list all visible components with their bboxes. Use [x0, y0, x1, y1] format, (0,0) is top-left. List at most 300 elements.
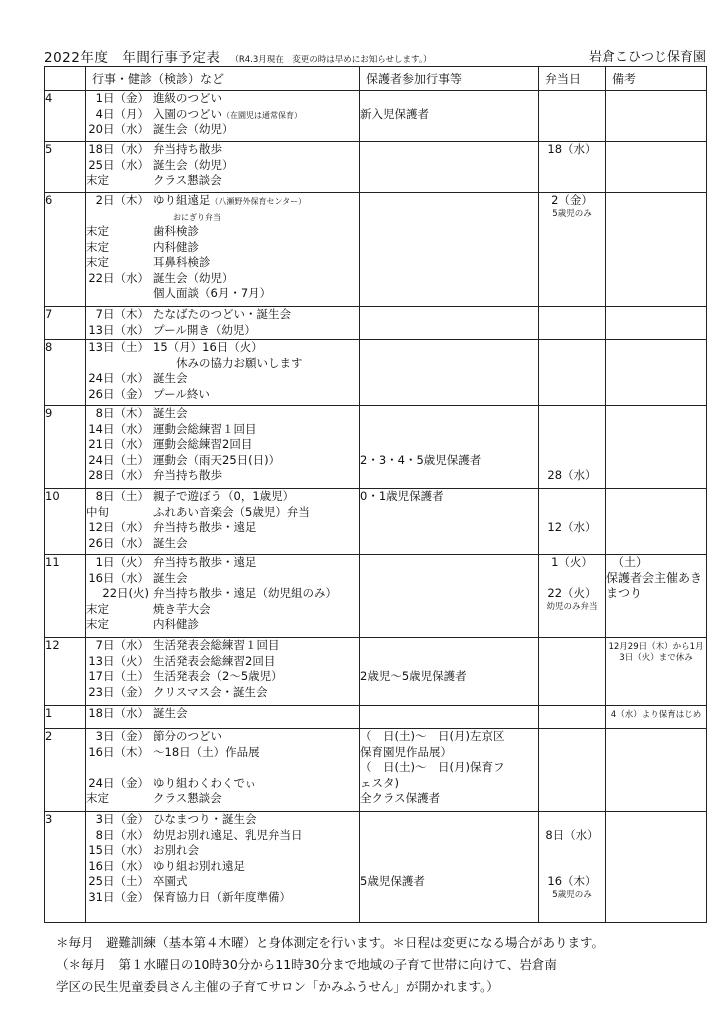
parent-events-cell: [360, 142, 539, 193]
notes-cell: [606, 340, 707, 406]
event-date: 22日(火): [102, 586, 149, 600]
event-small-note: （八瀬野外保育センター）: [210, 197, 307, 206]
event-text: [149, 240, 199, 256]
event-title: プール終い: [153, 386, 210, 401]
event-text: [149, 209, 221, 225]
event-title: 弁当持ち散歩・遠足: [153, 555, 257, 569]
month-row: [45, 489, 707, 555]
col-header-parent: 保護者参加行事等: [360, 67, 539, 91]
bento-date: 18（水）: [547, 142, 597, 156]
col-header-notes: 備考: [606, 67, 707, 91]
event-text: [149, 536, 188, 552]
event-line: [86, 468, 359, 484]
event-line: [86, 340, 359, 356]
event-title: 休みの協力お願いします: [153, 355, 303, 370]
parent-events-cell: [360, 340, 539, 406]
event-line: [86, 255, 359, 271]
events-cell: [86, 638, 360, 706]
month-row: [45, 406, 707, 489]
event-text: [149, 571, 188, 587]
bento-date: [539, 859, 605, 875]
parent-event-line: 新入児保護者: [360, 106, 429, 121]
event-title: 焼き芋大会: [153, 601, 211, 616]
event-date: 12日（水）: [88, 520, 149, 534]
event-date: 28日（水）: [88, 468, 149, 482]
event-title: 誕生会: [153, 371, 188, 385]
event-line: [86, 729, 359, 745]
event-date: 1日（火）: [95, 555, 149, 569]
month-label: 3: [45, 812, 86, 923]
parent-event-line: ェスタ): [360, 775, 399, 790]
parent-event-line: [360, 437, 538, 453]
event-date: 16日（水）: [88, 858, 149, 873]
parent-event-line: [360, 638, 538, 654]
events-cell: [86, 193, 360, 307]
event-title: 誕生会（幼児）: [153, 122, 234, 136]
event-date: 18日（水）: [88, 142, 149, 156]
event-line: [86, 859, 359, 875]
month-label: 5: [45, 142, 86, 193]
event-title: お別れ会: [153, 843, 199, 857]
event-line: [86, 158, 359, 174]
notes-cell: [606, 193, 707, 307]
event-date: 24日（水）: [88, 371, 149, 385]
event-text: [149, 255, 211, 271]
parent-events-cell: [360, 489, 539, 555]
month-row: [45, 193, 707, 307]
event-text: [149, 468, 222, 484]
event-line: [86, 453, 359, 469]
event-text: [149, 555, 257, 571]
bento-date: [539, 505, 605, 521]
bento-cell: [539, 555, 606, 638]
events-cell: [86, 91, 360, 142]
event-date: [86, 356, 149, 372]
bento-cell: [539, 812, 606, 923]
bento-cell: [539, 406, 606, 489]
bento-date: [539, 571, 605, 587]
parent-event-line: [360, 91, 538, 107]
bento-date: [539, 422, 605, 438]
bento-date: [539, 453, 605, 469]
event-line: [86, 812, 359, 828]
event-line: [86, 371, 359, 387]
event-line: [86, 224, 359, 240]
event-title: たなばたのつどい・誕生会: [153, 307, 291, 321]
note-small: 4（水）より保育はじめ: [610, 710, 702, 720]
event-date: 末定: [86, 224, 109, 238]
event-text: [149, 890, 291, 906]
bento-date: 8日（水）: [545, 827, 599, 842]
event-title: 進級のつどい: [153, 91, 222, 105]
event-line: [86, 437, 359, 453]
parent-event-line: 保育園児作品展）: [360, 744, 452, 759]
event-line: [86, 387, 359, 403]
event-text: [149, 760, 153, 776]
events-cell: [86, 555, 360, 638]
organization-name: 岩倉こひつじ保育園: [588, 50, 706, 65]
col-header-month: [45, 67, 86, 91]
parent-events-cell: [360, 307, 539, 340]
note-small: 12月29日（木）から1月3日（火）まで休み: [608, 642, 704, 663]
event-line: [86, 776, 359, 792]
event-text: [149, 356, 303, 372]
event-line: [86, 890, 359, 906]
month-label: 12: [45, 638, 86, 706]
event-text: [149, 586, 337, 602]
month-row: [45, 729, 707, 812]
notes-cell: [606, 307, 707, 340]
event-date: [86, 760, 149, 776]
month-label: 10: [45, 489, 86, 555]
event-text: [149, 323, 256, 339]
event-text: [149, 489, 294, 505]
event-date: 4日（月）: [95, 106, 149, 121]
page-title: [44, 46, 432, 66]
event-title: ゆり組わくわくでぃ: [153, 775, 257, 790]
month-label: 7: [45, 307, 86, 340]
event-line: [86, 685, 359, 701]
month-row: [45, 91, 707, 142]
event-date: 3日（金）: [95, 812, 149, 826]
bento-cell: [539, 729, 606, 812]
event-text: [149, 669, 283, 685]
event-title: 誕生会: [153, 535, 188, 550]
event-title: クリスマス会・誕生会: [153, 684, 268, 699]
event-date: 末定: [86, 601, 109, 616]
event-title: 誕生会: [153, 406, 188, 420]
event-title: 生活発表会総練習2回目: [153, 653, 276, 668]
event-title: 保育協力日（新年度準備）: [153, 889, 291, 904]
event-date: 末定: [86, 791, 109, 805]
page-header: [44, 46, 706, 66]
event-line: [86, 406, 359, 422]
event-line: [86, 586, 359, 602]
event-text: [149, 706, 188, 722]
event-title: 生活発表会（2～5歳児）: [153, 669, 283, 683]
event-date: 8日（土）: [95, 489, 149, 503]
bento-date: [539, 812, 605, 828]
event-line: [86, 617, 359, 633]
event-text: [149, 422, 257, 438]
bento-note: 5歳児のみ: [552, 889, 592, 900]
notes-cell: [606, 555, 707, 638]
notes-cell: [606, 812, 707, 923]
event-text: [149, 193, 306, 209]
event-date: 7日（木）: [95, 307, 149, 321]
parent-event-line: [360, 422, 538, 438]
event-title: 弁当持ち散歩: [153, 468, 222, 482]
event-date: 末定: [86, 173, 109, 187]
event-text: [149, 371, 188, 387]
event-title: 運動会総練習１回目: [153, 421, 257, 436]
event-line: [86, 638, 359, 654]
event-line: [86, 555, 359, 571]
event-title: 運動会総練習2回目: [153, 437, 253, 451]
event-date: [86, 286, 149, 302]
bento-note: 幼児のみ弁当: [546, 601, 598, 612]
event-line: [86, 760, 359, 776]
event-text: [149, 286, 271, 302]
event-text: [149, 224, 199, 240]
event-date: 16日（水）: [88, 570, 149, 585]
parent-event-line: 2・3・4・5歳児保護者: [360, 452, 482, 467]
event-text: [149, 654, 275, 670]
footer-line-1: ＊毎月 避難訓練（基本第４木曜）と身体測定を行います。＊日程は変更になる場合があります。: [56, 935, 605, 950]
event-line: [86, 745, 359, 761]
event-title: ゆり組遠足: [153, 193, 211, 207]
title-note: （R4.3月現在 変更の時は早めにお知らせします。）: [230, 55, 432, 65]
event-title: クラス懇談会: [153, 791, 222, 805]
event-date: 31日（金）: [88, 889, 149, 904]
event-text: [149, 638, 280, 654]
event-date: [86, 209, 149, 225]
event-text: [149, 828, 303, 844]
event-line: [86, 193, 359, 209]
footer-notes: [56, 932, 716, 998]
event-line: [86, 571, 359, 587]
events-cell: [86, 406, 360, 489]
event-text: [149, 685, 268, 701]
parent-events-cell: [360, 729, 539, 812]
event-title: 誕生会: [153, 706, 188, 720]
parent-events-cell: [360, 555, 539, 638]
event-date: 18日（水）: [88, 706, 149, 720]
bento-cell: [539, 193, 606, 307]
event-line: [86, 874, 359, 890]
bento-date: 12（水）: [547, 520, 597, 534]
month-label: 11: [45, 555, 86, 638]
event-line: [86, 209, 359, 225]
notes-cell: [606, 91, 707, 142]
parent-events-cell: [360, 406, 539, 489]
parent-event-line: [360, 654, 538, 670]
notes-cell: [606, 142, 707, 193]
event-line: [86, 520, 359, 536]
event-text: [149, 776, 256, 792]
month-label: 6: [45, 193, 86, 307]
event-line: [86, 307, 359, 323]
parent-event-line: （ 日(土)～ 日(月)左京区: [360, 729, 505, 743]
event-line: [86, 828, 359, 844]
event-line: [86, 536, 359, 552]
event-title: ゆり組お別れ遠足: [153, 858, 245, 873]
event-line: [86, 91, 359, 107]
footer-line-2: （＊毎月 第１水曜日の10時30分から11時30分まで地域の子育て世帯に向けて、岩倉南: [56, 957, 557, 972]
event-text: [149, 158, 234, 174]
event-date: 13日（土）: [88, 340, 149, 354]
event-title: 内科健診: [153, 239, 199, 254]
event-title: クラス懇談会: [153, 173, 222, 187]
parent-events-cell: [360, 638, 539, 706]
event-date: 2日（木）: [95, 193, 149, 207]
schedule-table: [44, 66, 707, 923]
event-date: 24日（金）: [88, 775, 149, 790]
event-date: 24日（土）: [88, 452, 149, 467]
event-date: 26日（水）: [88, 535, 149, 550]
parent-event-line: 2歳児～5歳児保護者: [360, 669, 467, 683]
event-line: [86, 843, 359, 859]
month-label: 1: [45, 706, 86, 729]
event-title: ひなまつり・誕生会: [153, 812, 257, 826]
event-line: [86, 791, 359, 807]
parent-event-line: [360, 812, 538, 828]
parent-event-line: [360, 828, 538, 844]
event-text: [149, 107, 302, 123]
notes-cell: [606, 406, 707, 489]
notes-cell: [606, 706, 707, 729]
event-title: 弁当持ち散歩: [153, 142, 222, 156]
event-text: [149, 340, 263, 356]
event-date: 20日（水）: [88, 122, 149, 136]
event-line: [86, 654, 359, 670]
event-line: [86, 323, 359, 339]
title-text: 2022年度 年間行事予定表: [44, 50, 221, 66]
parent-event-line: [360, 406, 538, 422]
event-title: プール開き（幼児）: [153, 322, 256, 337]
event-text: [149, 437, 252, 453]
event-date: 26日（金）: [88, 386, 149, 401]
event-line: [86, 356, 359, 372]
table-header-row: [45, 67, 707, 91]
event-date: 17日（土）: [88, 669, 149, 683]
event-date: 1日（金）: [95, 91, 149, 105]
parent-events-cell: [360, 812, 539, 923]
col-header-bento: 弁当日: [539, 67, 606, 91]
event-date: 23日（金）: [88, 684, 149, 699]
event-text: [149, 812, 257, 828]
event-text: [149, 307, 291, 323]
event-date: 15日（水）: [88, 843, 149, 857]
bento-cell: [539, 706, 606, 729]
bento-date: 2（金）: [551, 193, 593, 207]
parent-events-cell: [360, 91, 539, 142]
bento-date: [539, 406, 605, 422]
bento-cell: [539, 489, 606, 555]
event-line: [86, 602, 359, 618]
event-title: 15（月）16日（火）: [153, 340, 263, 354]
events-cell: [86, 142, 360, 193]
event-text: [149, 745, 260, 761]
event-title: 内科健診: [153, 617, 199, 631]
parent-event-line: [360, 843, 538, 859]
event-line: [86, 271, 359, 287]
month-label: 9: [45, 406, 86, 489]
event-line: [86, 142, 359, 158]
month-row: [45, 142, 707, 193]
event-text: [149, 859, 245, 875]
event-title: 入園のつどい: [153, 106, 222, 121]
event-small-note: （在園児は通常保育）: [222, 110, 302, 120]
event-title: 卒園式: [153, 874, 188, 888]
event-line: [86, 706, 359, 722]
footer-line-3: 学区の民生児童委員さん主催の子育てサロン「かみふうせん」が開かれます。）: [56, 979, 499, 994]
event-date: 末定: [86, 239, 109, 254]
events-cell: [86, 340, 360, 406]
parent-event-line: 5歳児保護者: [360, 874, 425, 888]
notes-cell: [606, 489, 707, 555]
bento-date: 22（火）: [547, 586, 597, 600]
event-line: [86, 286, 359, 302]
event-text: [149, 791, 222, 807]
event-date: 22日（水）: [88, 270, 149, 285]
bento-date: [539, 437, 605, 453]
event-title: 幼児お別れ遠足、乳児弁当日: [153, 827, 303, 842]
month-row: [45, 812, 707, 923]
event-date: 16日（木）: [88, 744, 149, 759]
event-date: 7日（水）: [95, 638, 149, 652]
parent-event-line: [360, 859, 538, 875]
event-line: [86, 489, 359, 505]
event-line: [86, 422, 359, 438]
events-cell: [86, 812, 360, 923]
bento-cell: [539, 142, 606, 193]
event-date: 末定: [86, 255, 109, 269]
event-date: 21日（水）: [88, 437, 149, 451]
event-title: ～18日（土）作品展: [153, 744, 260, 759]
event-line: [86, 669, 359, 685]
event-date: 13日（水）: [88, 322, 149, 337]
event-text: [149, 843, 199, 859]
month-row: [45, 307, 707, 340]
event-title: 歯科検診: [153, 224, 199, 238]
event-text: [149, 122, 234, 138]
event-date: 25日（土）: [88, 874, 149, 888]
month-row: [45, 706, 707, 729]
bento-date: 28（水）: [547, 468, 597, 482]
event-title: 節分のつどい: [153, 729, 222, 743]
event-date: 末定: [86, 617, 109, 631]
month-row: [45, 555, 707, 638]
event-text: [149, 505, 310, 521]
parent-event-line: （ 日(土)～ 日(月)保育フ: [360, 760, 505, 774]
parent-events-cell: [360, 193, 539, 307]
events-cell: [86, 307, 360, 340]
notes-cell: [606, 638, 707, 706]
notes-cell: [606, 729, 707, 812]
col-header-events: 行事・健診（検診）など: [86, 67, 360, 91]
bento-cell: [539, 638, 606, 706]
event-text: [149, 729, 222, 745]
event-title: 個人面談（6月・7月）: [153, 286, 272, 300]
event-title: 誕生会（幼児）: [153, 157, 234, 172]
event-date: 13日（火）: [88, 653, 149, 668]
events-cell: [86, 729, 360, 812]
event-date: 14日（水）: [88, 421, 149, 436]
schedule-body: [45, 91, 707, 923]
event-title: 誕生会: [153, 570, 188, 585]
bento-date: 1（火）: [551, 555, 593, 569]
event-small-note: おにぎり弁当: [173, 212, 221, 222]
event-line: [86, 173, 359, 189]
event-title: 生活発表会総練習１回目: [153, 638, 280, 652]
month-row: [45, 340, 707, 406]
bento-cell: [539, 91, 606, 142]
event-title: 誕生会（幼児）: [153, 270, 234, 285]
month-label: 2: [45, 729, 86, 812]
parent-event-line: 全クラス保護者: [360, 791, 441, 805]
event-line: [86, 505, 359, 521]
month-row: [45, 638, 707, 706]
event-line: [86, 122, 359, 138]
note-line: 保護者会主催あきまつり: [606, 570, 703, 600]
note-line: （土）: [606, 555, 649, 569]
event-date: 8日（水）: [95, 827, 149, 842]
bento-date: 16（木）: [547, 874, 597, 888]
bento-date: [539, 843, 605, 859]
event-title: 弁当持ち散歩・遠足: [153, 520, 257, 534]
event-date: 3日（金）: [95, 729, 149, 743]
